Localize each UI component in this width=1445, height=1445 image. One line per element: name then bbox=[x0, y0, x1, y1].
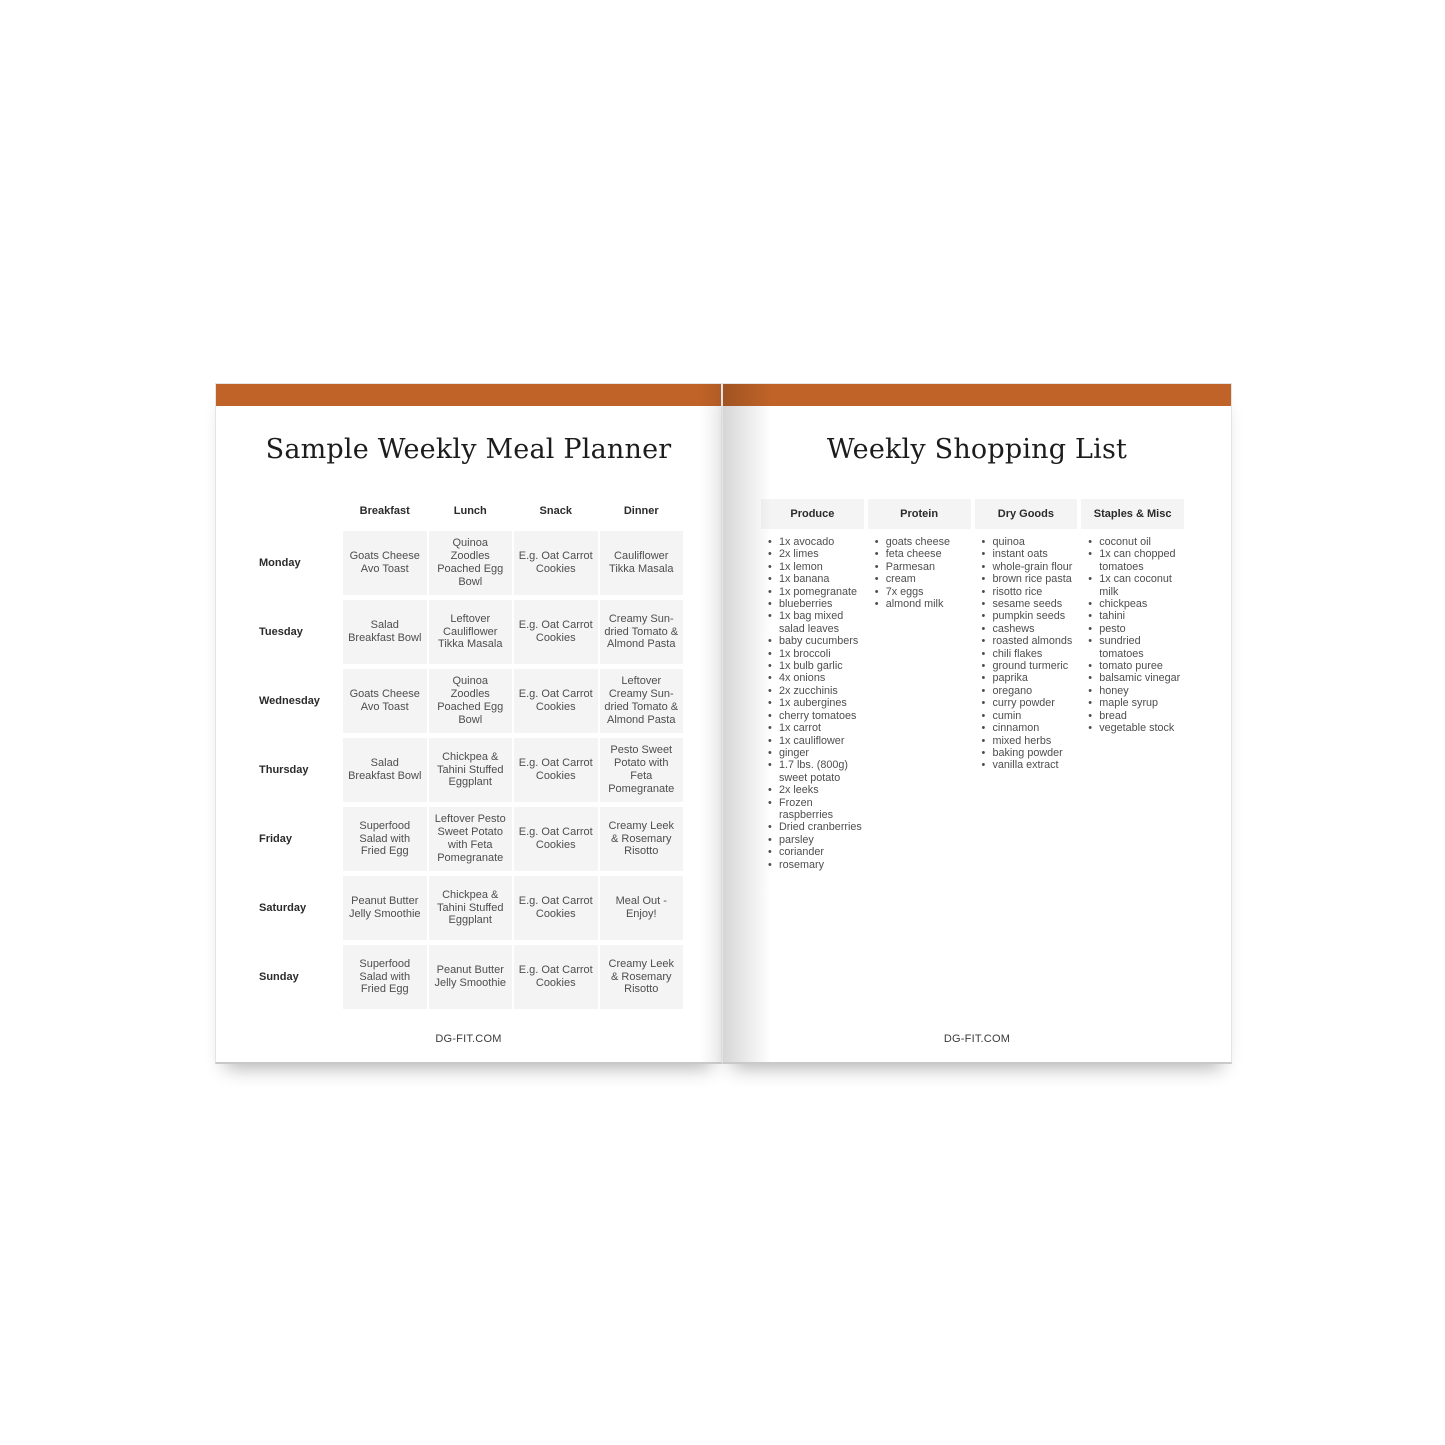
planner-snack-cell: E.g. Oat Carrot Cookies bbox=[514, 600, 598, 664]
planner-snack-cell: E.g. Oat Carrot Cookies bbox=[514, 738, 598, 802]
shopping-item: • 1x bag mixed salad leaves bbox=[761, 610, 864, 635]
planner-row bbox=[259, 945, 683, 1009]
shopping-item: • blueberries bbox=[761, 598, 864, 610]
left-page bbox=[215, 383, 722, 1064]
planner-lunch-cell: Quinoa Zoodles Poached Egg Bowl bbox=[429, 669, 513, 733]
shopping-item: • 1x carrot bbox=[761, 722, 864, 734]
shopping-header-dry-goods: Dry Goods bbox=[975, 499, 1078, 529]
shopping-item: • tahini bbox=[1081, 610, 1184, 622]
shopping-item: • cherry tomatoes bbox=[761, 710, 864, 722]
shopping-item: • mixed herbs bbox=[975, 735, 1078, 747]
left-accent-bar bbox=[216, 384, 721, 406]
meal-planner-title: Sample Weekly Meal Planner bbox=[265, 434, 672, 465]
planner-day-label: Tuesday bbox=[259, 626, 303, 638]
planner-day-label: Wednesday bbox=[259, 695, 320, 707]
planner-day-label: Friday bbox=[259, 833, 293, 845]
shopping-header-produce: Produce bbox=[761, 499, 864, 529]
left-page-footer-url: DG-FIT.COM bbox=[435, 1033, 502, 1045]
planner-breakfast-cell: Goats Cheese Avo Toast bbox=[343, 669, 427, 733]
shopping-items-staples-misc bbox=[1081, 536, 1184, 735]
planner-breakfast-cell: Goats Cheese Avo Toast bbox=[343, 531, 427, 595]
planner-lunch-cell: Quinoa Zoodles Poached Egg Bowl bbox=[429, 531, 513, 595]
shopping-items-produce bbox=[761, 536, 864, 871]
planner-dinner-cell: Creamy Sun-dried Tomato & Almond Pasta bbox=[600, 600, 684, 664]
shopping-item: • 1x can chopped tomatoes bbox=[1081, 548, 1184, 573]
planner-row bbox=[259, 669, 683, 733]
planner-row bbox=[259, 876, 683, 940]
planner-breakfast-cell: Peanut Butter Jelly Smoothie bbox=[343, 876, 427, 940]
shopping-col-staples-misc bbox=[1081, 499, 1184, 735]
shopping-item: • Frozen raspberries bbox=[761, 797, 864, 822]
planner-row bbox=[259, 600, 683, 664]
planner-header-lunch: Lunch bbox=[453, 504, 487, 517]
shopping-item: • instant oats bbox=[975, 548, 1078, 560]
shopping-item: • parsley bbox=[761, 834, 864, 846]
planner-lunch-cell: Chickpea & Tahini Stuffed Eggplant bbox=[429, 876, 513, 940]
shopping-item: • cashews bbox=[975, 623, 1078, 635]
shopping-item: • cinnamon bbox=[975, 722, 1078, 734]
planner-lunch-cell: Peanut Butter Jelly Smoothie bbox=[429, 945, 513, 1009]
shopping-item: • roasted almonds bbox=[975, 635, 1078, 647]
shopping-item: • curry powder bbox=[975, 697, 1078, 709]
shopping-item: • whole-grain flour bbox=[975, 561, 1078, 573]
shopping-item: • 1.7 lbs. (800g) sweet potato bbox=[761, 759, 864, 784]
shopping-item: • oregano bbox=[975, 685, 1078, 697]
shopping-item: • quinoa bbox=[975, 536, 1078, 548]
planner-breakfast-cell: Superfood Salad with Fried Egg bbox=[343, 945, 427, 1009]
planner-header-row bbox=[259, 495, 683, 526]
shopping-item: • pumpkin seeds bbox=[975, 610, 1078, 622]
shopping-item: • maple syrup bbox=[1081, 697, 1184, 709]
shopping-list-title: Weekly Shopping List bbox=[826, 434, 1128, 465]
planner-breakfast-cell: Salad Breakfast Bowl bbox=[343, 600, 427, 664]
shopping-item: • 4x onions bbox=[761, 672, 864, 684]
planner-header-breakfast: Breakfast bbox=[359, 504, 410, 517]
planner-row bbox=[259, 807, 683, 871]
shopping-item: • bread bbox=[1081, 710, 1184, 722]
planner-lunch-cell: Leftover Cauliflower Tikka Masala bbox=[429, 600, 513, 664]
shopping-col-protein bbox=[868, 499, 971, 610]
shopping-col-produce bbox=[761, 499, 864, 871]
shopping-item: • 1x pomegranate bbox=[761, 586, 864, 598]
shopping-list-grid bbox=[761, 499, 1184, 871]
shopping-item: • baby cucumbers bbox=[761, 635, 864, 647]
shopping-item: • ground turmeric bbox=[975, 660, 1078, 672]
shopping-item: • chili flakes bbox=[975, 648, 1078, 660]
shopping-item: • 1x can coconut milk bbox=[1081, 573, 1184, 598]
shopping-item: • honey bbox=[1081, 685, 1184, 697]
shopping-item: • coconut oil bbox=[1081, 536, 1184, 548]
shopping-item: • rosemary bbox=[761, 859, 864, 871]
shopping-item: • almond milk bbox=[868, 598, 971, 610]
shopping-item: • brown rice pasta bbox=[975, 573, 1078, 585]
right-accent-bar bbox=[723, 384, 1231, 406]
shopping-item: • Dried cranberries bbox=[761, 821, 864, 833]
book-spread bbox=[215, 383, 1232, 1064]
planner-body bbox=[259, 531, 683, 1009]
planner-snack-cell: E.g. Oat Carrot Cookies bbox=[514, 669, 598, 733]
planner-row bbox=[259, 738, 683, 802]
planner-lunch-cell: Leftover Pesto Sweet Potato with Feta Pomegranate bbox=[429, 807, 513, 871]
shopping-item: • sundried tomatoes bbox=[1081, 635, 1184, 660]
planner-header-dinner: Dinner bbox=[623, 504, 659, 517]
shopping-header-protein: Protein bbox=[868, 499, 971, 529]
shopping-item: • baking powder bbox=[975, 747, 1078, 759]
planner-dinner-cell: Meal Out - Enjoy! bbox=[600, 876, 684, 940]
shopping-header-staples-misc: Staples & Misc bbox=[1081, 499, 1184, 529]
planner-breakfast-cell: Superfood Salad with Fried Egg bbox=[343, 807, 427, 871]
planner-dinner-cell: Creamy Leek & Rosemary Risotto bbox=[600, 945, 684, 1009]
shopping-item: • pesto bbox=[1081, 623, 1184, 635]
shopping-item: • feta cheese bbox=[868, 548, 971, 560]
shopping-item: • 7x eggs bbox=[868, 586, 971, 598]
shopping-item: • coriander bbox=[761, 846, 864, 858]
shopping-items-protein bbox=[868, 536, 971, 610]
shopping-item: • balsamic vinegar bbox=[1081, 672, 1184, 684]
planner-day-label: Monday bbox=[259, 557, 301, 569]
shopping-item: • 1x broccoli bbox=[761, 648, 864, 660]
shopping-item: • Parmesan bbox=[868, 561, 971, 573]
shopping-item: • ginger bbox=[761, 747, 864, 759]
shopping-item: • 1x aubergines bbox=[761, 697, 864, 709]
shopping-item: • tomato puree bbox=[1081, 660, 1184, 672]
shopping-item: • 2x leeks bbox=[761, 784, 864, 796]
planner-day-label: Thursday bbox=[259, 764, 309, 776]
shopping-col-dry-goods bbox=[975, 499, 1078, 772]
shopping-item: • 1x cauliflower bbox=[761, 735, 864, 747]
meal-planner-table bbox=[259, 495, 683, 1009]
right-page bbox=[722, 383, 1232, 1064]
planner-header-snack: Snack bbox=[539, 504, 572, 517]
shopping-item: • vegetable stock bbox=[1081, 722, 1184, 734]
shopping-item: • goats cheese bbox=[868, 536, 971, 548]
shopping-item: • risotto rice bbox=[975, 586, 1078, 598]
planner-dinner-cell: Cauliflower Tikka Masala bbox=[600, 531, 684, 595]
planner-snack-cell: E.g. Oat Carrot Cookies bbox=[514, 876, 598, 940]
planner-snack-cell: E.g. Oat Carrot Cookies bbox=[514, 531, 598, 595]
shopping-item: • 1x avocado bbox=[761, 536, 864, 548]
shopping-items-dry-goods bbox=[975, 536, 1078, 772]
shopping-item: • sesame seeds bbox=[975, 598, 1078, 610]
planner-row bbox=[259, 531, 683, 595]
planner-dinner-cell: Pesto Sweet Potato with Feta Pomegranate bbox=[600, 738, 684, 802]
planner-dinner-cell: Creamy Leek & Rosemary Risotto bbox=[600, 807, 684, 871]
planner-lunch-cell: Chickpea & Tahini Stuffed Eggplant bbox=[429, 738, 513, 802]
shopping-item: • vanilla extract bbox=[975, 759, 1078, 771]
shopping-item: • cumin bbox=[975, 710, 1078, 722]
planner-snack-cell: E.g. Oat Carrot Cookies bbox=[514, 807, 598, 871]
planner-dinner-cell: Leftover Creamy Sun-dried Tomato & Almond Pasta bbox=[600, 669, 684, 733]
shopping-item: • cream bbox=[868, 573, 971, 585]
right-page-footer-url: DG-FIT.COM bbox=[943, 1033, 1011, 1045]
planner-day-label: Saturday bbox=[259, 902, 307, 914]
shopping-item: • chickpeas bbox=[1081, 598, 1184, 610]
shopping-item: • 1x lemon bbox=[761, 561, 864, 573]
shopping-item: • 2x zucchinis bbox=[761, 685, 864, 697]
planner-day-label: Sunday bbox=[259, 971, 299, 983]
planner-snack-cell: E.g. Oat Carrot Cookies bbox=[514, 945, 598, 1009]
shopping-item: • 1x banana bbox=[761, 573, 864, 585]
shopping-item: • 2x limes bbox=[761, 548, 864, 560]
shopping-item: • 1x bulb garlic bbox=[761, 660, 864, 672]
planner-breakfast-cell: Salad Breakfast Bowl bbox=[343, 738, 427, 802]
shopping-item: • paprika bbox=[975, 672, 1078, 684]
